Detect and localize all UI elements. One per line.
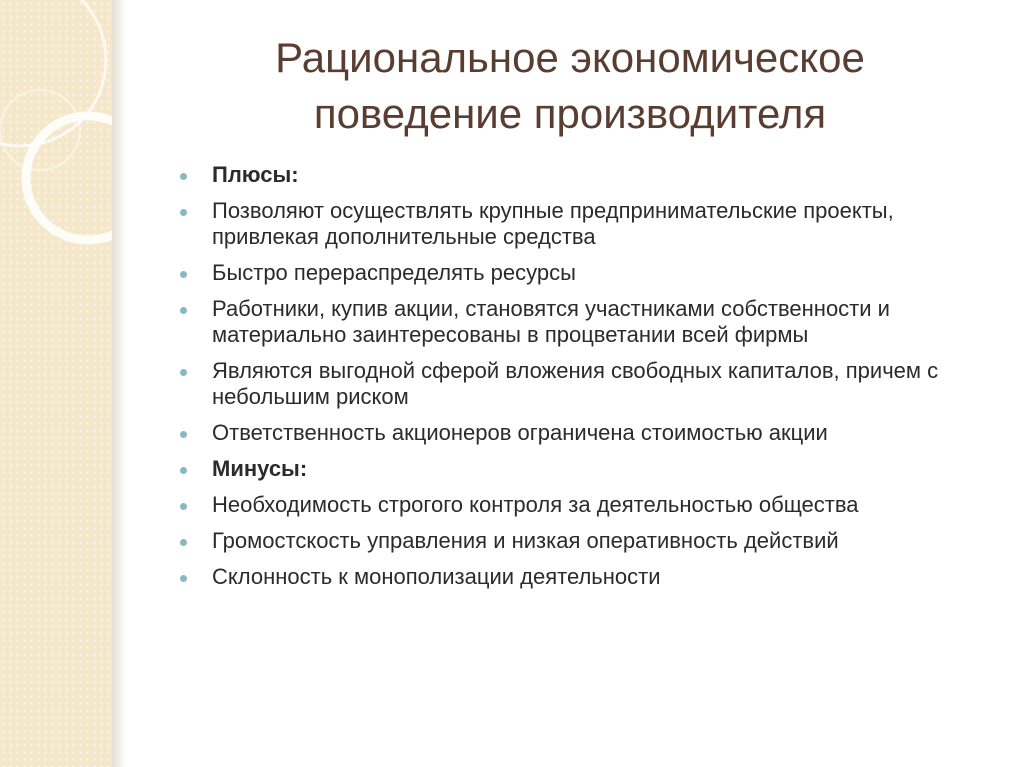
bullet-item [180, 456, 1000, 482]
bullet-text: Являются выгодной сферой вложения свободных капиталов, причем с небольшим риском [212, 358, 939, 409]
side-band-shadow [112, 0, 126, 767]
bullet-text: Громостскость управления и низкая оперативность действий [212, 528, 839, 553]
bullet-dot-icon [180, 209, 187, 216]
bullet-item [180, 358, 1000, 410]
bullet-item [180, 564, 1000, 590]
slide-title-line-2: поведение производителя [313, 90, 827, 137]
bullet-dot-icon [180, 467, 187, 474]
bullet-dot-icon [180, 173, 187, 180]
bullet-dot-icon [180, 539, 187, 546]
bullet-item [180, 260, 1000, 286]
bullet-dot-icon [180, 307, 187, 314]
bullet-item [180, 296, 1000, 348]
bullet-text: Плюсы: [212, 162, 299, 187]
bullet-text: Склонность к монополизации деятельности [212, 564, 661, 589]
slide-title [150, 30, 990, 142]
bullet-item [180, 492, 1000, 518]
bullet-text: Позволяют осуществлять крупные предпринимательские проекты, привлекая дополнительные средства [212, 198, 894, 249]
bullet-text: Работники, купив акции, становятся участниками собственности и материально заинтересованы в процветании всей фирмы [212, 296, 890, 347]
bullet-item [180, 420, 1000, 446]
bullet-text: Быстро перераспределять ресурсы [212, 260, 576, 285]
bullet-text: Необходимость строгого контроля за деятельностью общества [212, 492, 859, 517]
decorative-side-band [0, 0, 112, 767]
bullet-item [180, 198, 1000, 250]
bullet-dot-icon [180, 431, 187, 438]
bullet-text: Ответственность акционеров ограничена стоимостью акции [212, 420, 828, 445]
bullet-dot-icon [180, 575, 187, 582]
slide-title-line-1: Рациональное экономическое [275, 34, 865, 81]
bullet-item [180, 528, 1000, 554]
bullet-list [180, 162, 1000, 600]
bullet-dot-icon [180, 369, 187, 376]
bullet-dot-icon [180, 271, 187, 278]
bullet-dot-icon [180, 503, 187, 510]
decorative-circles [0, 0, 112, 767]
bullet-text: Минусы: [212, 456, 308, 481]
bullet-item [180, 162, 1000, 188]
